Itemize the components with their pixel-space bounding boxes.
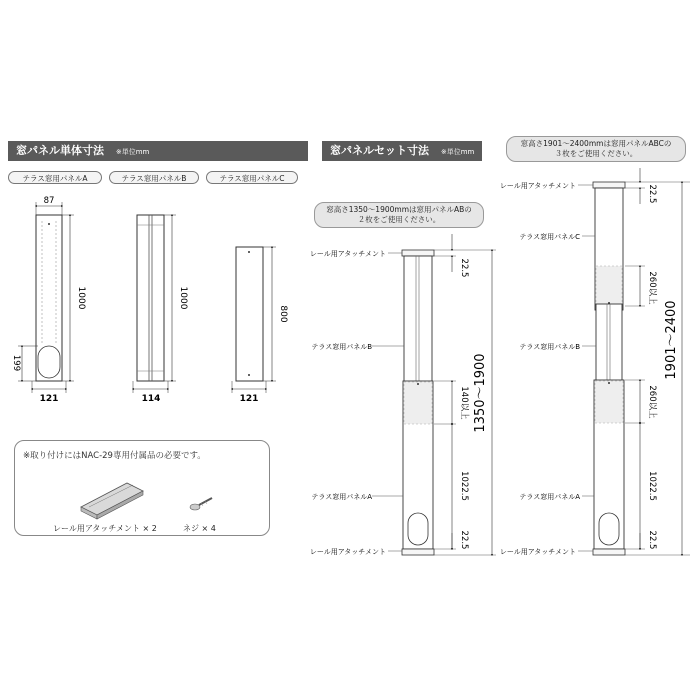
set-ab-bubble-line1: 窓高さ1350～1900mmは窓用パネルABの [326, 205, 472, 214]
set-abc-dim-main: 1022.5 [647, 471, 657, 501]
panel-b-height: 1000 [178, 286, 188, 310]
rail-attachment-illustration [81, 483, 143, 519]
set-abc-label-panel-b: テラス窓用パネルB [519, 343, 580, 351]
panel-c-label: テラス窓用パネルC [206, 171, 298, 184]
set-ab-bubble-line2: ２枚をご使用ください。 [357, 215, 441, 224]
set-abc-label-attach-top: レール用アタッチメント [499, 182, 576, 190]
set-ab-dim-top: 22.5 [459, 258, 469, 278]
screw-caption: ネジ × 4 [183, 524, 216, 533]
accessory-note-box [14, 440, 270, 536]
set-ab-dim-main: 1022.5 [459, 471, 469, 501]
panel-a-label: テラス窓用パネルA [8, 171, 102, 184]
rail-attachment-caption: レール用アタッチメント × 2 [53, 524, 157, 533]
panel-c-drawing [232, 247, 276, 393]
panel-b-drawing [133, 215, 176, 393]
right-unit-note: ※単位mm [440, 148, 475, 156]
screw-illustration [190, 498, 212, 510]
set-abc-dim-overlap-c: 260以上 [647, 271, 657, 305]
right-section-title: 窓パネルセット寸法 [330, 144, 429, 157]
left-unit-note: ※単位mm [115, 148, 150, 156]
accessory-note-text: ※取り付けにはNAC-29専用付属品の必要です。 [23, 451, 206, 461]
set-abc-total: 1901～2400 [664, 300, 679, 380]
panel-a-bottom: 121 [39, 394, 59, 404]
set-ab-dim-bottom: 22.5 [459, 530, 469, 550]
panel-a-width: 87 [43, 196, 55, 206]
panel-b-label: テラス窓用パネルB [109, 171, 199, 184]
set-abc-dim-bottom: 22.5 [647, 530, 657, 550]
set-ab-label-attach-bottom: レール用アタッチメント [309, 548, 386, 556]
set-abc-dim-overlap-b: 260以上 [647, 385, 657, 419]
panel-a-cutout: 199 [11, 354, 21, 372]
set-ab-label-attach-top: レール用アタッチメント [309, 250, 386, 258]
set-ab-dim-overlap: 140以上 [459, 386, 469, 420]
set-ab-label-panel-a: テラス窓用パネルA [311, 493, 372, 501]
set-abc-bubble-line1: 窓高さ1901～2400mmは窓用パネルABCの [520, 139, 672, 148]
panel-a-height: 1000 [76, 286, 86, 310]
set-ab-total: 1350～1900 [473, 353, 488, 433]
set-abc-label-panel-c: テラス窓用パネルC [519, 233, 580, 241]
panel-c-height: 800 [278, 305, 288, 323]
set-abc-bubble-line2: ３枚をご使用ください。 [554, 149, 638, 158]
set-abc-label-attach-bottom: レール用アタッチメント [499, 548, 576, 556]
panel-b-bottom: 114 [141, 394, 161, 404]
set-abc-label-panel-a: テラス窓用パネルA [519, 493, 580, 501]
set-abc-dim-top: 22.5 [647, 184, 657, 204]
panel-a-drawing [18, 202, 74, 393]
left-section-title: 窓パネル単体寸法 [16, 144, 104, 157]
panel-c-bottom: 121 [239, 394, 259, 404]
set-ab-label-panel-b: テラス窓用パネルB [311, 343, 372, 351]
